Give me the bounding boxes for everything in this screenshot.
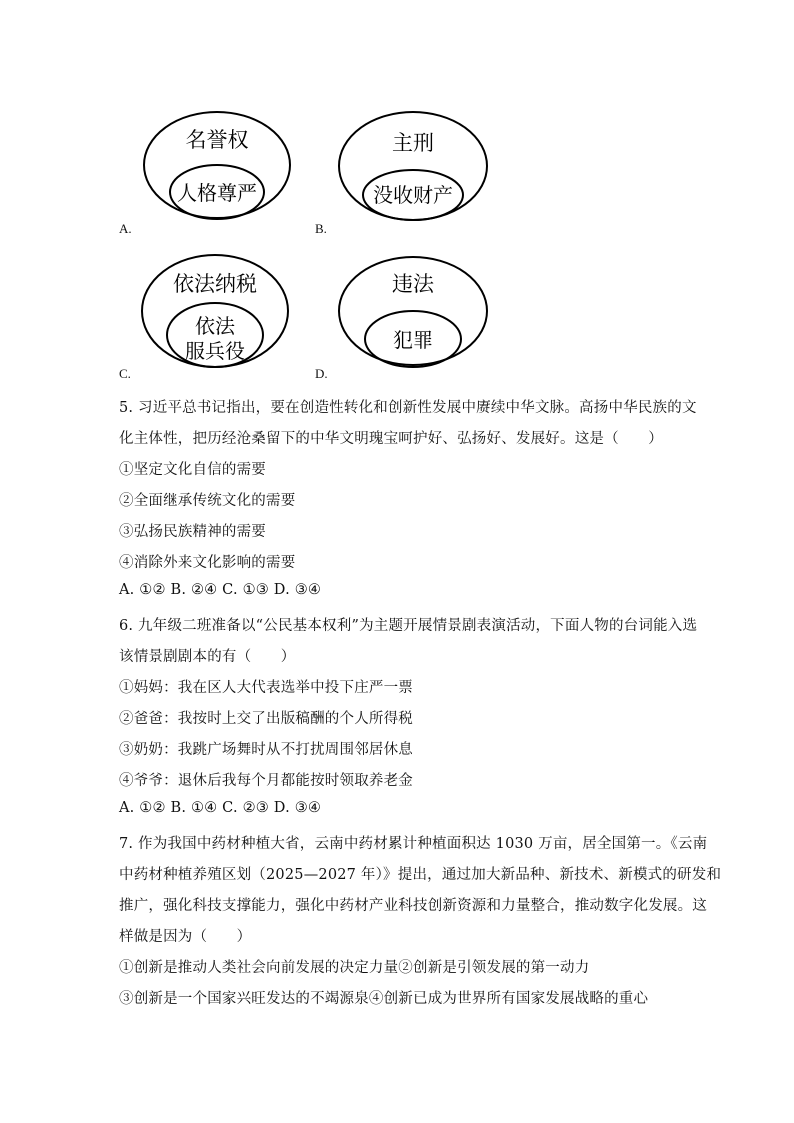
inner-label: 没收财产: [373, 183, 453, 207]
q7-stem-line3: 推广，强化科技支撑能力，强化中药材产业科技创新资源和力量整合，推动数字化发展。这: [119, 898, 707, 914]
diagram-option-d: [337, 255, 489, 369]
diagram-option-b: [337, 110, 489, 222]
q5-stem-line2: 化主体性，把历经沧桑留下的中华文明瑰宝呵护好、弘扬好、发展好。这是（ ）: [119, 431, 663, 447]
q6-option-3: ③奶奶：我跳广场舞时从不打扰周围邻居休息: [119, 742, 413, 758]
option-letter-d: D.: [315, 366, 328, 381]
venn-diagram-c: [140, 253, 292, 371]
inner-label: 犯罪: [393, 328, 433, 352]
diagram-option-c: [140, 253, 292, 371]
q6-stem-line1: 6. 九年级二班准备以“公民基本权利”为主题开展情景剧表演活动，下面人物的台词能入选: [119, 618, 698, 634]
q6-option-4: ④爷爷：退休后我每个月都能按时领取养老金: [119, 773, 413, 789]
q7-options-3-4: ③创新是一个国家兴旺发达的不竭源泉④创新已成为世界所有国家发展战略的重心: [119, 991, 649, 1007]
q5-option-3: ③弘扬民族精神的需要: [119, 524, 266, 540]
option-letter-a: A.: [119, 221, 132, 236]
inner-label-line1: 依法: [195, 314, 235, 338]
outer-label: 主刑: [392, 131, 434, 155]
q5-stem-line1: 5. 习近平总书记指出，要在创造性转化和创新性发展中赓续中华文脉。高扬中华民族的文: [119, 400, 697, 416]
q7-stem-line4: 样做是因为（ ）: [119, 929, 252, 945]
q5-option-1: ①坚定文化自信的需要: [119, 462, 266, 478]
inner-label: 人格尊严: [177, 181, 257, 205]
q7-stem-line2: 中药材种植养殖区划（2025—2027 年）》提出，通过加大新品种、新技术、新模式的研发和: [119, 867, 722, 883]
outer-label: 名誉权: [185, 128, 249, 152]
q6-stem-line2: 该情景剧剧本的有（ ）: [119, 649, 296, 665]
diagram-option-a: [142, 110, 294, 222]
q5-option-4: ④消除外来文化影响的需要: [119, 555, 296, 571]
q6-answer-choices: A. ①② B. ①④ C. ②③ D. ③④: [119, 800, 322, 816]
q7-options-1-2: ①创新是推动人类社会向前发展的决定力量②创新是引领发展的第一动力: [119, 960, 590, 976]
q5-answer-choices: A. ①② B. ②④ C. ①③ D. ③④: [119, 582, 322, 598]
q6-option-1: ①妈妈：我在区人大代表选举中投下庄严一票: [119, 680, 413, 696]
venn-diagram-a: [142, 110, 294, 222]
q7-stem-line1: 7. 作为我国中药材种植大省，云南中药材累计种植面积达 1030 万亩，居全国第一。《云南: [119, 836, 708, 852]
outer-label: 违法: [392, 272, 434, 296]
outer-label: 依法纳税: [173, 272, 257, 296]
venn-diagram-b: [337, 110, 489, 222]
q6-option-2: ②爸爸：我按时上交了出版稿酬的个人所得税: [119, 711, 413, 727]
option-letter-c: C.: [119, 366, 131, 381]
venn-diagram-d: [337, 255, 489, 369]
inner-label-line2: 服兵役: [185, 339, 245, 363]
q5-option-2: ②全面继承传统文化的需要: [119, 493, 296, 509]
option-letter-b: B.: [315, 221, 327, 236]
